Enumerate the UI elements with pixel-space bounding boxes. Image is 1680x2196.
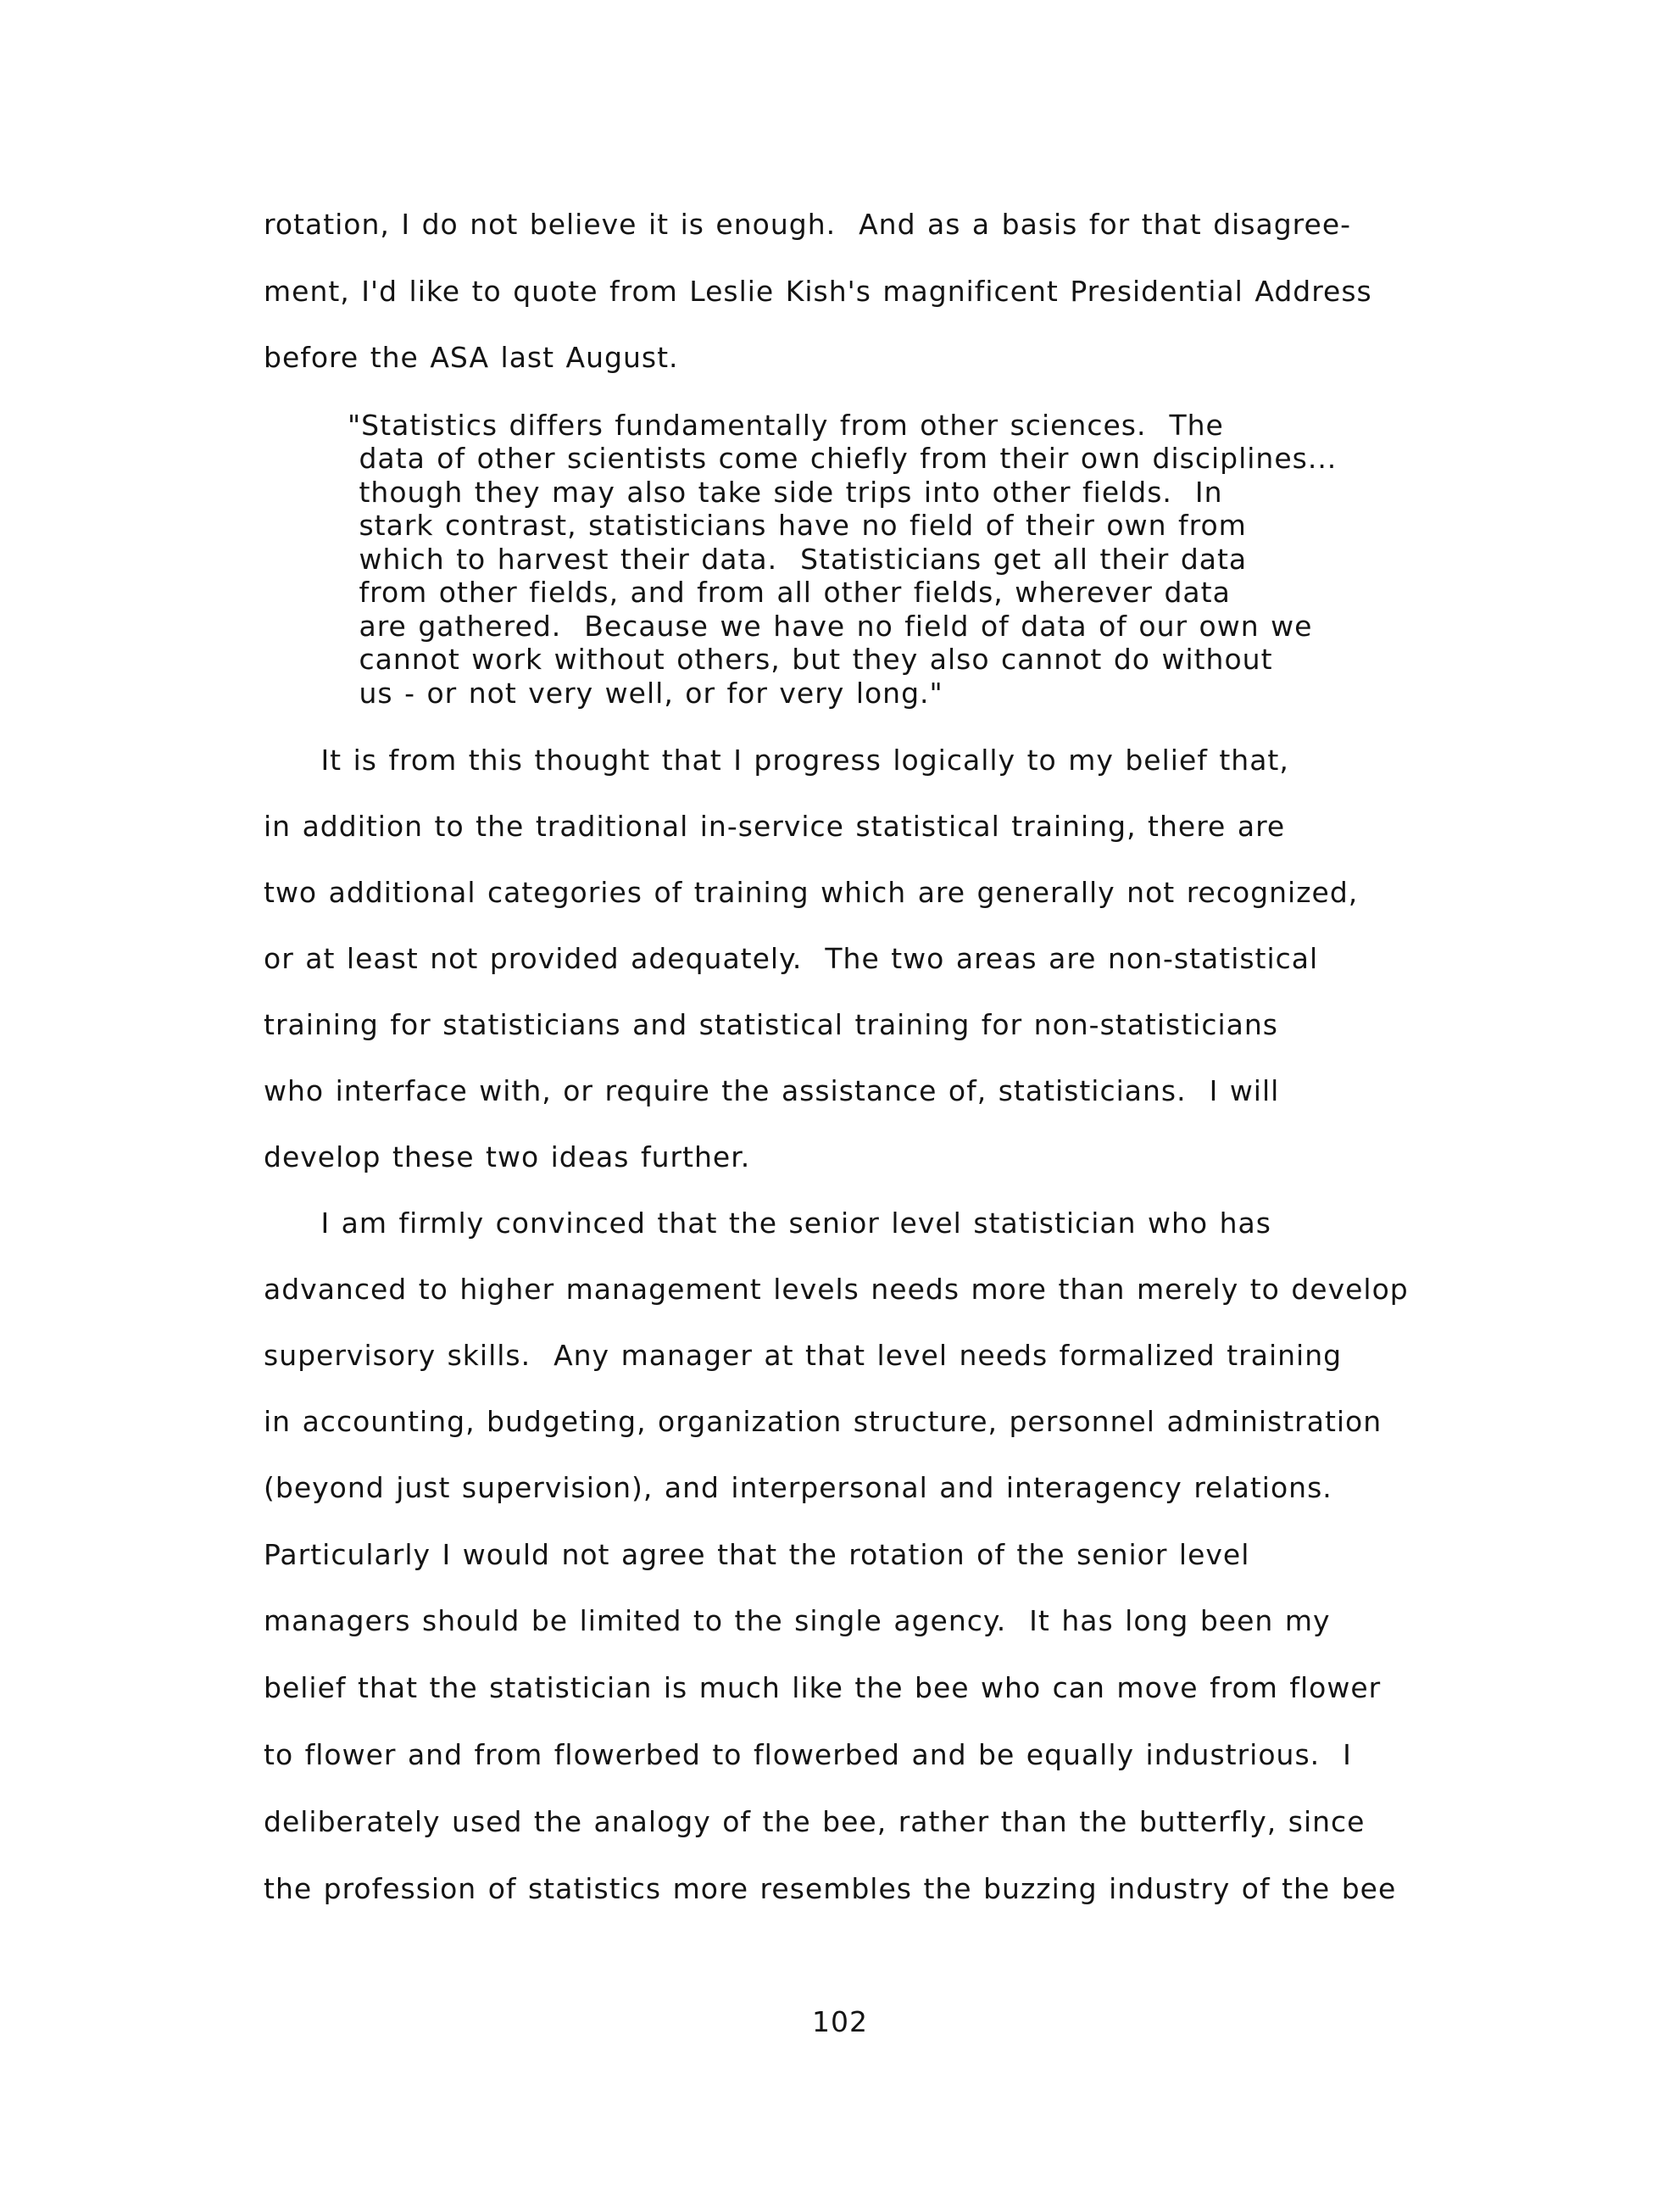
body-text-line: belief that the statistician is much like the bee who can move from flower <box>264 1671 1382 1704</box>
body-text-line: in addition to the traditional in-service statistical training, there are <box>264 810 1286 843</box>
block-quote-line: cannot work without others, but they also cannot do without <box>348 643 1273 676</box>
block-quote-line: though they may also take side trips into other fields. In <box>348 476 1223 509</box>
body-text-line: training for statisticians and statistical training for non-statisticians <box>264 1008 1278 1041</box>
body-text-line: rotation, I do not believe it is enough. And as a basis for that disagree- <box>264 208 1352 241</box>
body-text-line: or at least not provided adequately. The two areas are non-statistical <box>264 942 1319 975</box>
body-text-line: the profession of statistics more resembles the buzzing industry of the bee <box>264 1872 1397 1905</box>
body-text-line: supervisory skills. Any manager at that level needs formalized training <box>264 1339 1343 1372</box>
block-quote-line: which to harvest their data. Statisticians get all their data <box>348 543 1248 576</box>
block-quote-line: "Statistics differs fundamentally from other sciences. The <box>348 409 1224 442</box>
body-text-line: develop these two ideas further. <box>264 1140 751 1173</box>
body-text-line: (beyond just supervision), and interpersonal and interagency relations. <box>264 1471 1332 1504</box>
block-quote-line: data of other scientists come chiefly from their own disciplines... <box>348 442 1338 475</box>
body-text-line: Particularly I would not agree that the rotation of the senior level <box>264 1538 1250 1571</box>
body-text-line: to flower and from flowerbed to flowerbed and be equally industrious. I <box>264 1738 1352 1771</box>
page-number: 102 <box>812 2005 868 2038</box>
body-text-line: managers should be limited to the single agency. It has long been my <box>264 1604 1331 1637</box>
body-text-line: I am firmly convinced that the senior level statistician who has <box>264 1207 1271 1240</box>
body-text-line: advanced to higher management levels needs more than merely to develop <box>264 1273 1409 1306</box>
body-text-line: in accounting, budgeting, organization structure, personnel administration <box>264 1405 1382 1438</box>
body-text-line: deliberately used the analogy of the bee, rather than the butterfly, since <box>264 1805 1366 1838</box>
block-quote-line: stark contrast, statisticians have no field of their own from <box>348 509 1247 542</box>
block-quote-line: from other fields, and from all other fields, wherever data <box>348 576 1231 609</box>
body-text-line: It is from this thought that I progress logically to my belief that, <box>264 744 1289 777</box>
block-quote-line: are gathered. Because we have no field of data of our own we <box>348 610 1313 643</box>
body-text-line: who interface with, or require the assistance of, statisticians. I will <box>264 1074 1280 1107</box>
body-text-line: ment, I'd like to quote from Leslie Kish's magnificent Presidential Address <box>264 275 1372 308</box>
body-text-line: two additional categories of training which are generally not recognized, <box>264 876 1359 909</box>
body-text-line: before the ASA last August. <box>264 341 679 374</box>
block-quote-line: us - or not very well, or for very long." <box>348 677 943 710</box>
